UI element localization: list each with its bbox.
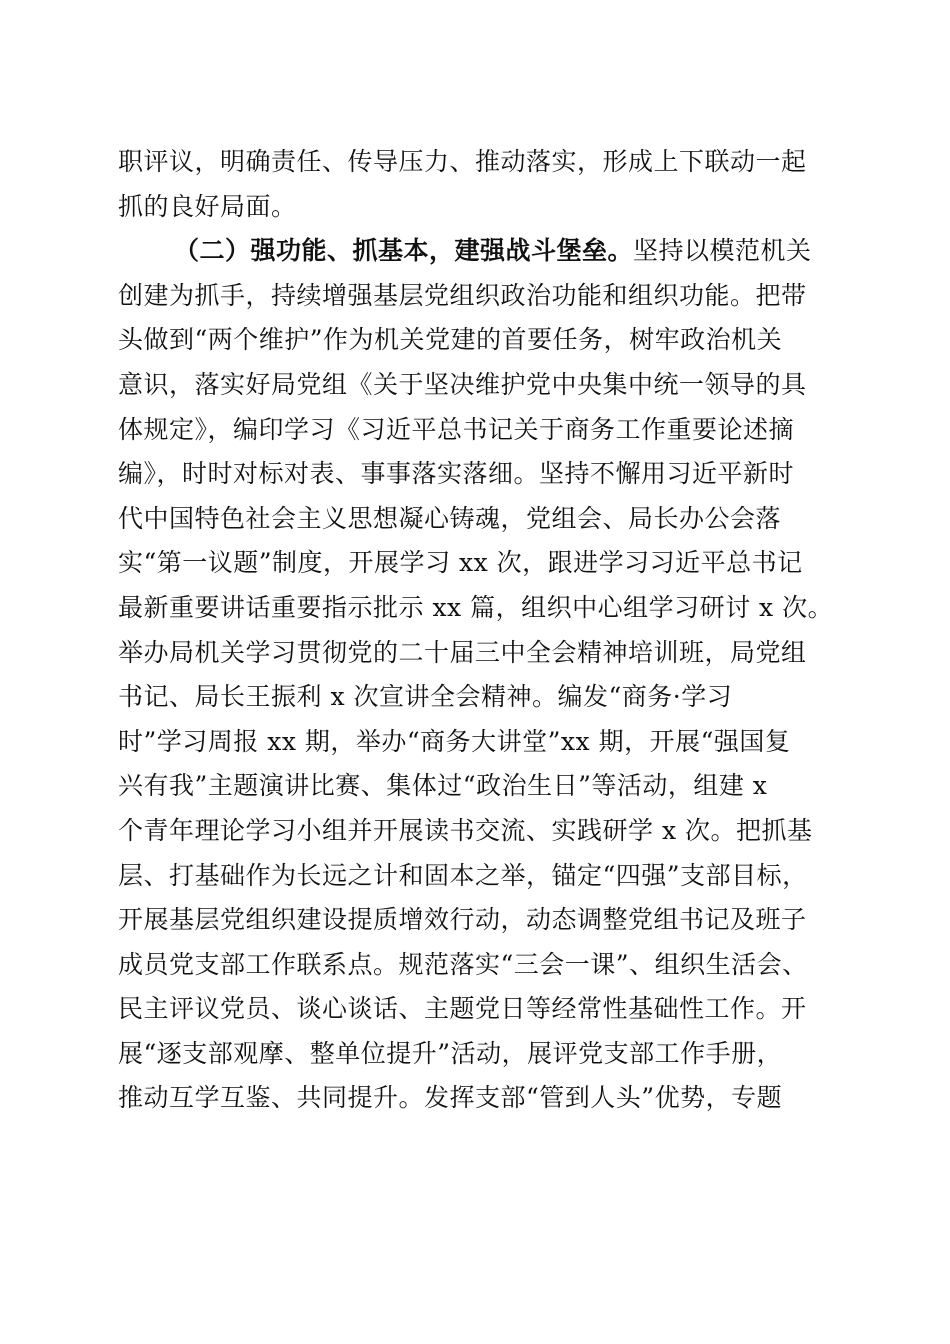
text-line: 层、打基础作为长远之计和固本之举，锚定“四强”支部目标， (118, 860, 808, 890)
text-line: 兴有我”主题演讲比赛、集体过“政治生日”等活动，组建 x (118, 771, 768, 801)
text-line: 书记、局长王振利 x 次宣讲全会精神。编发“商务·学习 (118, 682, 733, 712)
section-heading: （二）强功能、抓基本，建强战斗堡垒。 (174, 236, 634, 266)
text-line: 编》，时时对标对表、事事落实落细。坚持不懈用习近平新时 (118, 459, 795, 489)
section-heading-line (118, 229, 838, 274)
text-line: 代中国特色社会主义思想凝心铸魂，党组会、局长办公会落 (118, 503, 782, 533)
text-line: 开展基层党组织建设提质增效行动，动态调整党组书记及班子 (118, 905, 807, 935)
text-line: 体规定》，编印学习《习近平总书记关于商务工作重要论述摘 (118, 414, 795, 444)
paragraph-continuation (118, 140, 838, 229)
text-line: 展“逐支部观摩、整单位提升”活动，展评党支部工作手册， (118, 1038, 783, 1068)
text-line: 时”学习周报 xx 期，举办“商务大讲堂”xx 期，开展“强国复 (118, 726, 791, 756)
text-line: 推动互学互鉴、共同提升。发挥支部“管到人头”优势，专题 (118, 1083, 783, 1113)
paragraph-section-two (118, 229, 838, 1121)
text-fragment: 坚持以模范机关 (633, 236, 812, 266)
text-line: 创建为抓手，持续增强基层党组织政治功能和组织功能。把带 (118, 280, 807, 310)
text-line: 个青年理论学习小组并开展读书交流、实践研学 x 次。把抓基 (118, 815, 813, 845)
text-line: 抓的良好局面。 (118, 191, 297, 221)
text-line: 最新重要讲话重要指示批示 xx 篇，组织中心组学习研讨 x 次。 (118, 592, 834, 622)
document-body (118, 140, 838, 1121)
text-line: 意识，落实好局党组《关于坚决维护党中央集中统一领导的具 (118, 369, 807, 399)
text-line: 民主评议党员、谈心谈话、主题党日等经常性基础性工作。开 (118, 994, 807, 1024)
text-line: 举办局机关学习贯彻党的二十届三中全会精神培训班，局党组 (118, 637, 807, 667)
text-line: 成员党支部工作联系点。规范落实“三会一课”、组织生活会、 (118, 949, 808, 979)
text-line: 实“第一议题”制度，开展学习 xx 次，跟进学习习近平总书记 (118, 548, 803, 578)
text-line: 职评议，明确责任、传导压力、推动落实，形成上下联动一起 (118, 147, 807, 176)
text-line: 头做到“两个维护”作为机关党建的首要任务，树牢政治机关 (118, 325, 783, 355)
